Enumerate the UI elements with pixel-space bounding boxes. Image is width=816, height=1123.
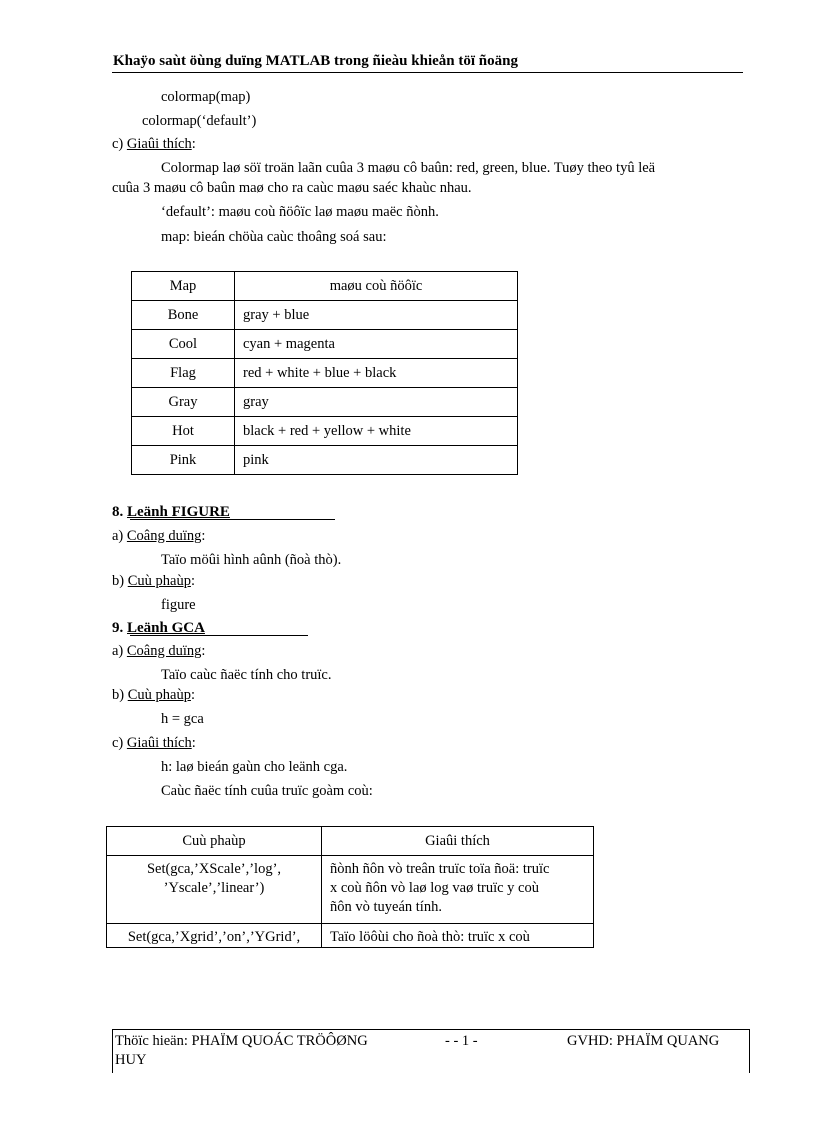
table-row <box>107 924 594 948</box>
table-row <box>132 417 518 446</box>
section-title: Leänh FIGURE <box>127 504 230 520</box>
table-cell-map: Cool <box>132 330 235 359</box>
explain-line: Taïo löôùi cho ñoà thò: truïc x coù <box>330 929 530 945</box>
subsection-label: b) <box>112 687 125 703</box>
syntax-line: ’Yscale’,’linear’) <box>163 880 265 896</box>
section-number: 9. <box>112 620 124 636</box>
gca-properties-table <box>106 826 594 948</box>
subsection-label: c) <box>112 735 124 751</box>
table-cell-explain <box>322 856 594 924</box>
table-header-row <box>132 272 518 301</box>
subsection-a-heading <box>112 528 205 545</box>
table-cell-map: Bone <box>132 301 235 330</box>
table-cell-colors: gray <box>235 388 518 417</box>
subsection-title: Giaûi thích <box>126 136 192 152</box>
footer-advisor: GVHD: PHAÏM QUANG <box>567 1033 720 1049</box>
table-row <box>132 301 518 330</box>
footer-page-number: - - 1 - <box>445 1033 478 1049</box>
paragraph-line: Taïo caùc ñaëc tính cho truïc. <box>161 667 332 683</box>
subsection-title: Giaûi thích <box>126 735 192 751</box>
subsection-b-heading <box>112 573 195 590</box>
explain-line: ñònh ñôn vò treân truïc toïa ñoä: truïc <box>330 861 550 877</box>
subsection-colon: : <box>201 528 206 544</box>
table-cell-colors: black + red + yellow + white <box>235 417 518 446</box>
footer-author-continued: HUY <box>115 1052 147 1068</box>
table-cell-syntax <box>107 856 322 924</box>
subsection-title: Cuù phaùp <box>127 573 191 589</box>
explain-line: ñôn vò tuyeán tính. <box>330 899 442 915</box>
section-number: 8. <box>112 504 124 520</box>
header-rule <box>112 72 743 73</box>
subsection-label: b) <box>112 573 125 589</box>
paragraph-line: Colormap laø söï troän laãn cuûa 3 maøu cô baûn: red, green, blue. Tuøy theo tyû leä <box>161 160 656 176</box>
table-row <box>132 330 518 359</box>
syntax-line: colormap(‘default’) <box>142 113 257 129</box>
table-cell-map: Flag <box>132 359 235 388</box>
syntax-line: Set(gca,’XScale’,’log’, <box>146 861 282 877</box>
section-title: Leänh GCA <box>127 620 205 636</box>
subsection-colon: : <box>190 687 195 703</box>
table-row <box>132 359 518 388</box>
code-line: figure <box>161 597 196 613</box>
subsection-title: Coâng duïng <box>126 643 202 659</box>
table-cell-colors: pink <box>235 446 518 475</box>
subsection-label: a) <box>112 528 124 544</box>
page-footer <box>112 1029 750 1073</box>
table-header-cell: Giaûi thích <box>322 827 594 856</box>
colormap-table <box>131 271 518 475</box>
syntax-line: colormap(map) <box>161 89 251 105</box>
table-row <box>132 446 518 475</box>
table-cell-map: Pink <box>132 446 235 475</box>
subsection-label: a) <box>112 643 124 659</box>
table-header-cell: maøu coù ñöôïc <box>235 272 518 301</box>
section-underline <box>130 519 335 520</box>
subsection-colon: : <box>190 573 195 589</box>
table-header-cell: Cuù phaùp <box>107 827 322 856</box>
subsection-c-heading <box>112 136 196 153</box>
table-cell-colors: gray + blue <box>235 301 518 330</box>
table-cell-explain <box>322 924 594 948</box>
table-cell-colors: cyan + magenta <box>235 330 518 359</box>
subsection-label: c) <box>112 136 124 152</box>
default-description: ‘default’: maøu coù ñöôïc laø maøu maëc ñònh. <box>161 204 439 220</box>
paragraph-line: cuûa 3 maøu cô baûn maø cho ra caùc maøu saéc khaùc nhau. <box>112 180 472 196</box>
paragraph-line: Taïo möûi hình aûnh (ñoà thò). <box>161 552 342 568</box>
subsection-colon: : <box>201 643 206 659</box>
paragraph-line: h: laø bieán gaùn cho leänh cga. <box>161 759 348 775</box>
subsection-colon: : <box>191 735 196 751</box>
paragraph-line: Caùc ñaëc tính cuûa truïc goàm coù: <box>161 783 373 799</box>
table-cell-map: Hot <box>132 417 235 446</box>
subsection-a-heading <box>112 643 205 660</box>
subsection-title: Cuù phaùp <box>127 687 191 703</box>
subsection-title: Coâng duïng <box>126 528 202 544</box>
explain-line: x coù ñôn vò laø log vaø truïc y coù <box>330 880 539 896</box>
code-line: h = gca <box>161 711 204 727</box>
subsection-b-heading <box>112 687 195 704</box>
syntax-line: Set(gca,’Xgrid’,’on’,’YGrid’, <box>127 929 301 945</box>
section-underline <box>130 635 308 636</box>
subsection-c-heading <box>112 735 196 752</box>
table-header-row <box>107 827 594 856</box>
table-row <box>132 388 518 417</box>
table-header-cell: Map <box>132 272 235 301</box>
table-cell-colors: red + white + blue + black <box>235 359 518 388</box>
map-description: map: bieán chöùa caùc thoâng soá sau: <box>161 229 387 245</box>
page-header-title: Khaÿo saùt öùng duïng MATLAB trong ñieàu khieån töï ñoäng <box>113 53 518 69</box>
table-cell-map: Gray <box>132 388 235 417</box>
footer-author: Thöïc hieän: PHAÏM QUOÁC TRÖÔØNG <box>115 1033 368 1049</box>
table-row <box>107 856 594 924</box>
table-cell-syntax <box>107 924 322 948</box>
subsection-colon: : <box>191 136 196 152</box>
